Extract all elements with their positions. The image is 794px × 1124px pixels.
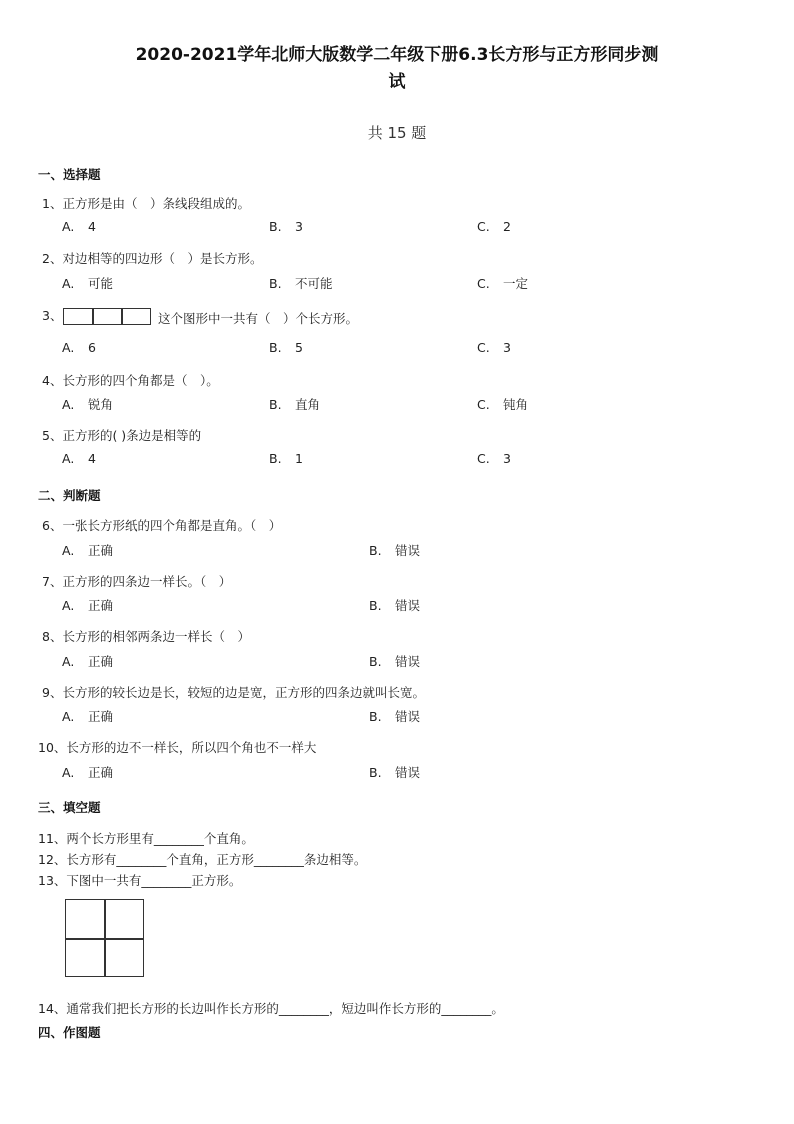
page-title-line1: 2020-2021学年北师大版数学二年级下册6.3长方形与正方形同步测 [135,45,659,65]
q2-option-c[interactable]: C. 一定 [477,276,529,291]
q3-option-b[interactable]: B. 5 [269,340,303,355]
question-10: 10、长方形的边不一样长，所以四个角也不一样大 [38,740,317,755]
q9-option-a[interactable]: A. 正确 [62,709,114,724]
q2-option-a[interactable]: A. 可能 [62,276,114,291]
section-heading-drawing: 四、作图题 [38,1025,101,1040]
q5-option-b[interactable]: B. 1 [269,451,303,466]
section-heading-choice: 一、选择题 [38,167,101,182]
question-5: 5、正方形的( )条边是相等的 [42,428,202,443]
q3-option-c[interactable]: C. 3 [477,340,511,355]
q3-option-a[interactable]: A. 6 [62,340,96,355]
q3-rectangle-figure [63,308,151,325]
q8-option-b[interactable]: B. 错误 [369,654,421,669]
question-1: 1、正方形是由（ ）条线段组成的。 [42,196,250,211]
question-7: 7、正方形的四条边一样长。（ ） [42,574,232,589]
q10-option-a[interactable]: A. 正确 [62,765,114,780]
question-count: 共 15 题 [367,124,427,142]
q2-option-b[interactable]: B. 不可能 [269,276,333,291]
section-heading-judgement: 二、判断题 [38,488,101,503]
q8-option-a[interactable]: A. 正确 [62,654,114,669]
question-11: 11、两个长方形里有________个直角。 [38,831,254,846]
q5-option-c[interactable]: C. 3 [477,451,511,466]
q1-option-c[interactable]: C. 2 [477,219,511,234]
question-6: 6、一张长方形纸的四个角都是直角。（ ） [42,518,282,533]
question-2: 2、对边相等的四边形（ ）是长方形。 [42,251,263,266]
q6-option-b[interactable]: B. 错误 [369,543,421,558]
q1-option-a[interactable]: A. 4 [62,219,96,234]
q10-option-b[interactable]: B. 错误 [369,765,421,780]
question-12: 12、长方形有________个直角，正方形________条边相等。 [38,852,367,867]
q6-option-a[interactable]: A. 正确 [62,543,114,558]
q1-option-b[interactable]: B. 3 [269,219,303,234]
q7-option-a[interactable]: A. 正确 [62,598,114,613]
section-heading-fill-blank: 三、填空题 [38,800,101,815]
question-4: 4、长方形的四个角都是（ ）。 [42,373,219,388]
q4-option-a[interactable]: A. 锐角 [62,397,114,412]
question-13: 13、下图中一共有________正方形。 [38,873,242,888]
q4-option-c[interactable]: C. 钝角 [477,397,529,412]
question-3: 这个图形中一共有（ ）个长方形。 [158,311,359,326]
question-14: 14、通常我们把长方形的长边叫作长方形的________，短边叫作长方形的________。 [38,1001,504,1016]
q7-option-b[interactable]: B. 错误 [369,598,421,613]
q13-square-grid-figure [65,899,144,977]
question-9: 9、长方形的较长边是长，较短的边是宽，正方形的四条边就叫长宽。 [42,685,425,700]
q9-option-b[interactable]: B. 错误 [369,709,421,724]
q5-option-a[interactable]: A. 4 [62,451,96,466]
question-3-number: 3、 [42,308,63,323]
q4-option-b[interactable]: B. 直角 [269,397,321,412]
page-title-line2: 试 [388,72,406,92]
question-8: 8、长方形的相邻两条边一样长（ ） [42,629,250,644]
